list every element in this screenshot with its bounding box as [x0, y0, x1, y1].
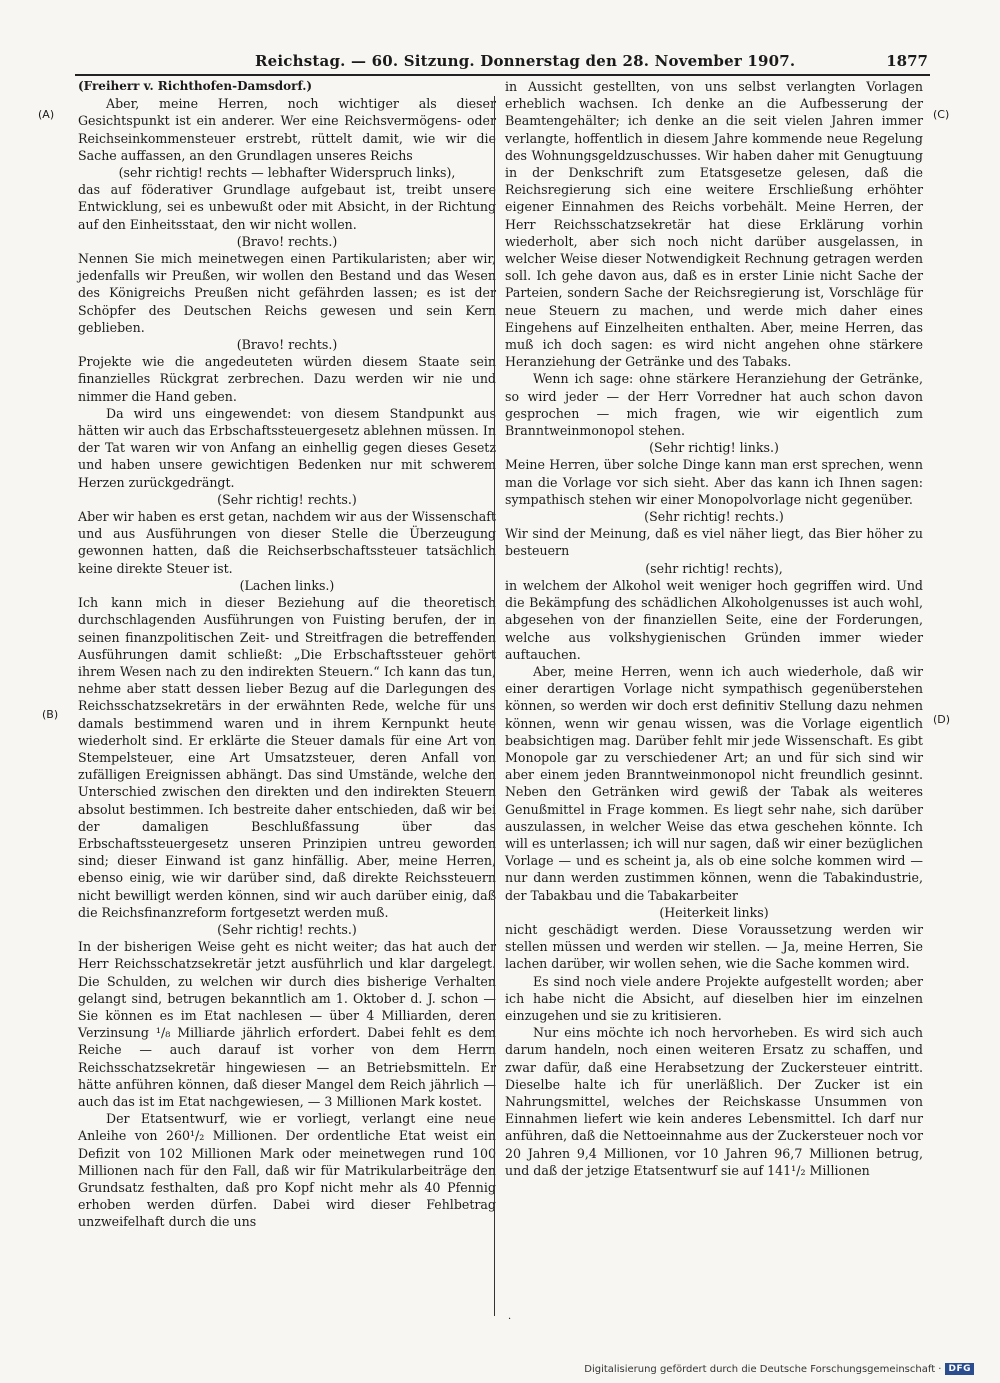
margin-marker-b: (B)	[42, 708, 59, 721]
page-number: 1877	[886, 52, 928, 70]
paragraph: Aber, meine Herren, noch wichtiger als dieser Gesichtspunkt ist ein anderer. Wer eine Reichsvermögens- oder Reichseinkommensteuer erstrebt, rüttelt damit, wie wir die Sache auffassen, an den Grundlagen unseres Reichs	[78, 96, 496, 163]
paragraph: Wir sind der Meinung, daß es viel näher liegt, das Bier höher zu besteuern	[505, 526, 923, 559]
page-header	[75, 52, 930, 76]
interjection: (Sehr richtig! rechts.)	[217, 491, 357, 507]
interjection: (Sehr richtig! rechts.)	[217, 921, 357, 937]
column-divider	[494, 96, 495, 1316]
left-column-text	[78, 95, 496, 1230]
paragraph: Projekte wie die angedeuteten würden diesem Staate sein finanzielles Rückgrat zerbrechen. Dazu werden wir nie und nimmer die Hand geben.	[78, 354, 496, 404]
paragraph: in Aussicht gestellten, von uns selbst verlangten Vorlagen erheblich wachsen. Ich denke an die Aufbesserung der Beamtengehälter; ich denke an die seit vielen Jahren immer verlangte, hoffentlich in diesem Jahre kommende neue Regelung des Wohnungsgeldzuschusses. Wir haben daher mit Genugtuung in der Denkschrift zum Etatsgesetze gelesen, daß die Reichsregierung sich eine weitere Erschließung erhöhter eigener Einnahmen des Reichs vorbehält. Meine Herren, der Herr Reichsschatzsekretär hat diese Erklärung vorhin wiederholt, aber sich noch nicht darüber ausgelassen, in welcher Weise dieser Notwendigkeit Rechnung getragen werden soll. Ich gehe davon aus, daß es in erster Linie nicht Sache der Parteien, sondern Sache der Reichsregierung ist, Vorschläge für neue Steuern zu machen, und werde mich daher eines Eingehens auf Einzelheiten enthalten. Aber, meine Herren, das muß ich doch sagen: es wird nicht angehen ohne stärkere Heranziehung der Getränke und des Tabaks.	[505, 79, 923, 370]
bottom-mark: ·	[508, 1314, 512, 1325]
paragraph: Meine Herren, über solche Dinge kann man erst sprechen, wenn man die Vorlage vor sich sieht. Aber das kann ich Ihnen sagen: sympathisch stehen wir einer Monopolvorlage nicht gegenüber.	[505, 457, 923, 507]
interjection: (sehr richtig! rechts — lebhafter Widerspruch links),	[118, 165, 456, 181]
interjection: (sehr richtig! rechts),	[645, 560, 783, 576]
margin-marker-d: (D)	[933, 713, 951, 726]
left-column	[78, 78, 496, 1318]
interjection: (Sehr richtig! rechts.)	[644, 509, 784, 525]
interjection: (Heiterkeit links)	[659, 904, 769, 920]
footer	[584, 1363, 974, 1375]
speaker-label: (Freiherr v. Richthofen-Damsdorf.)	[78, 79, 313, 93]
paragraph: Wenn ich sage: ohne stärkere Heranziehung der Getränke, so wird jeder — der Herr Vorredner hat auch schon davon gesprochen — mich fragen, wie wir eigentlich zum Branntweinmonopol stehen.	[505, 371, 923, 439]
right-column-text	[505, 78, 923, 1179]
margin-marker-c: (C)	[933, 108, 950, 121]
interjection: (Bravo! rechts.)	[236, 337, 338, 353]
right-column	[505, 78, 923, 1318]
paragraph: nicht geschädigt werden. Diese Voraussetzung werden wir stellen müssen und werden wir stellen. — Ja, meine Herren, Sie lachen darüber, wir wollen sehen, wie die Sache kommen wird.	[505, 921, 923, 972]
interjection: (Lachen links.)	[239, 577, 335, 593]
paragraph: Nennen Sie mich meinetwegen einen Partikularisten; aber wir, jedenfalls wir Preußen, wir wollen den Bestand und das Wesen des Königreichs Preußen nicht gefährden lassen; es ist der Schöpfer des Deutschen Reichs gewesen und sein Kern geblieben.	[78, 251, 496, 335]
paragraph: in welchem der Alkohol weit weniger hoch gegriffen wird. Und die Bekämpfung des schädlichen Alkoholgenusses ist auch wohl, abgesehen von der finanziellen Seite, eine der Forderungen, welche aus volkshygienischen Gründen immer wieder auftauchen.	[505, 577, 923, 662]
interjection: (Sehr richtig! links.)	[649, 440, 779, 456]
paragraph: Es sind noch viele andere Projekte aufgestellt worden; aber ich habe nicht die Absicht, auf dieselben hier im einzelnen einzugehen und sie zu kritisieren.	[505, 973, 923, 1023]
paragraph: Ich kann mich in dieser Beziehung auf die theoretisch durchschlagenden Ausführungen von Fuisting berufen, der in seinen finanzpolitischen Zeit- und Streitfragen die betreffenden Ausführungen damit schließt: „Die Erbschaftssteuer gehört ihrem Wesen nach zu den indirekten Steuern.“ Ich kann das tun, nehme aber statt dessen lieber Bezug auf die Darlegungen des Reichsschatzsekretärs in der erwähnten Rede, welche für uns damals bestimmend waren und in ihrem Kernpunkt heute wiederholt sind. Er erklärte die Steuer damals für eine Art von Stempelsteuer, eine Art Umsatzsteuer, deren Anfall von zufälligen Ereignissen abhängt. Das sind Umstände, welche den Unterschied zwischen den direkten und den indirekten Steuern absolut bestimmen. Ich bestreite daher entschieden, daß wir bei der damaligen Beschlußfassung über das Erbschaftssteuergesetz unseren Prinzipien untreu geworden sind; dieser Einwand ist ganz hinfällig. Aber, meine Herren, ebenso einig, wie wir darüber sind, daß direkte Reichssteuern nicht bewilligt werden können, sind wir auch darüber einig, daß die Reichsfinanzreform fortgesetzt werden muß.	[78, 595, 496, 920]
interjection: (Bravo! rechts.)	[236, 233, 338, 249]
paragraph: Nur eins möchte ich noch hervorheben. Es wird sich auch darum handeln, noch einen weiteren Ersatz zu schaffen, und zwar dafür, daß eine Herabsetzung der Zuckersteuer eintritt. Dieselbe halte ich für unerläßlich. Der Zucker ist ein Nahrungsmittel, welches der Reichskasse Unsummen von Einnahmen liefert wie kein anderes Lebensmittel. Ich darf nur anführen, daß die Nettoeinnahme aus der Zuckersteuer noch vor 20 Jahren 9,4 Millionen, vor 10 Jahren 96,7 Millionen betrug, und daß der jetzige Etatsentwurf sie auf 141¹/₂ Millionen	[505, 1025, 923, 1178]
paragraph: Der Etatsentwurf, wie er vorliegt, verlangt eine neue Anleihe von 260¹/₂ Millionen. Der ordentliche Etat weist ein Defizit von 102 Millionen Mark oder meinetwegen rund 100 Millionen nach für den Fall, daß wir für Matrikularbeiträge den Grundsatz festhalten, daß pro Kopf nicht mehr als 40 Pfennig erhoben werden dürfen. Dabei wird dieser Fehlbetrag unzweifelhaft durch die uns	[78, 1111, 496, 1230]
paragraph: Aber, meine Herren, wenn ich auch wiederhole, daß wir einer derartigen Vorlage nicht sympathisch gegenüberstehen können, so werden wir doch erst definitiv Stellung dazu nehmen können, wenn wir genau wissen, was die Vorlage eigentlich beabsichtigen mag. Darüber fehlt mir jede Wissenschaft. Es gibt Monopole gar zu verschiedener Art; an und für sich sind wir aber einem jeden Branntweinmonopol nicht freundlich gesinnt. Neben den Getränken wird gewiß der Tabak als weiteres Genußmittel in Frage kommen. Es liegt sehr nahe, sich darüber auszulassen, in welcher Weise das etwa geschehen könnte. Ich will es unterlassen; ich will nur sagen, daß wir einer bezüglichen Vorlage — und es scheint ja, als ob eine solche kommen wird — nur dann werden zustimmen können, wenn die Tabakindustrie, der Tabakbau und die Tabakarbeiter	[505, 663, 923, 903]
dfg-logo-icon: DFG	[945, 1363, 974, 1375]
paragraph: das auf föderativer Grundlage aufgebaut ist, treibt unsere Entwicklung, sei es unbewußt oder mit Absicht, in der Richtung auf den Einheitsstaat, den wir nicht wollen.	[78, 182, 496, 232]
paragraph: Da wird uns eingewendet: von diesem Standpunkt aus hätten wir auch das Erbschaftssteuergesetz ablehnen müssen. In der Tat waren wir von Anfang an einhellig gegen dieses Gesetz und haben unsere gewichtigen Bedenken nur mit schwerem Herzen zurückgedrängt.	[78, 405, 496, 490]
page-header-title: Reichstag. — 60. Sitzung. Donnerstag den 28. November 1907.	[255, 52, 796, 70]
paragraph: In der bisherigen Weise geht es nicht weiter; das hat auch der Herr Reichsschatzsekretär jetzt ausführlich und klar dargelegt. Die Schulden, zu welchen wir durch dies bisherige Verhalten gelangt sind, betrugen bekanntlich am 1. Oktober d. J. schon — Sie können es im Etat nachlesen — über 4 Milliarden, deren Verzinsung ¹/₈ Milliarde jährlich erfordert. Dabei fehlt es dem Reiche — auch darauf ist vorher von dem Herrn Reichsschatzsekretär hingewiesen — an Betriebsmitteln. Er hätte anführen können, daß dieser Mangel dem Reich jährlich — auch das ist im Etat nachgewiesen, — 3 Millionen Mark kostet.	[78, 939, 496, 1109]
footer-text: Digitalisierung gefördert durch die Deutsche Forschungsgemeinschaft ·	[584, 1363, 942, 1375]
paragraph: Aber wir haben es erst getan, nachdem wir aus der Wissenschaft und aus Ausführungen von dieser Stelle die Überzeugung gewonnen hatten, daß die Reichserbschaftssteuer tatsächlich keine direkte Steuer ist.	[78, 509, 496, 576]
margin-marker-a: (A)	[38, 108, 55, 121]
